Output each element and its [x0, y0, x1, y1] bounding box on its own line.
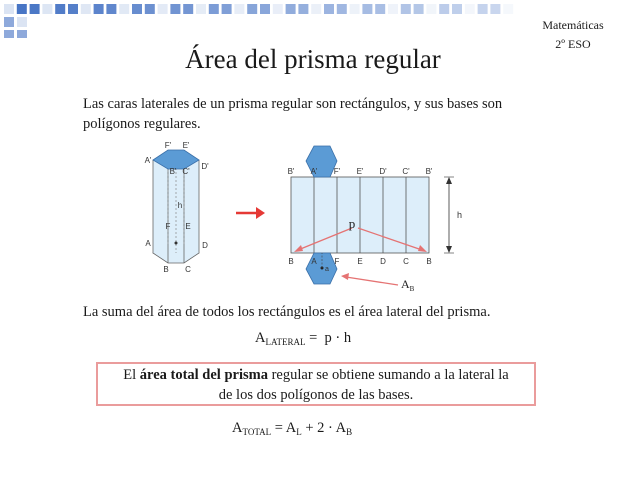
total-area-box: El área total del prisma regular se obtiene sumando a la lateral la de los dos polígonos de las bases. [96, 362, 536, 406]
deco-square [222, 4, 232, 14]
deco-square [503, 4, 513, 14]
deco-square [401, 4, 411, 14]
prism-top-vertex-label: C' [182, 167, 190, 176]
prism-top-vertex-label: E' [182, 141, 190, 150]
deco-square [234, 4, 244, 14]
deco-square [324, 4, 334, 14]
deco-square [439, 4, 449, 14]
net-bottom-vertex-label: F [334, 257, 340, 266]
deco-square [465, 4, 475, 14]
perimeter-label: p [348, 216, 356, 231]
deco-square [158, 4, 168, 14]
prism-top-vertex-label: D' [201, 162, 209, 171]
decorative-square-pattern [0, 0, 520, 38]
deco-square [170, 4, 180, 14]
prism-top-vertex-label: B' [169, 167, 177, 176]
deco-square [350, 4, 360, 14]
prism-side-label: F [165, 222, 171, 231]
prism-net-figure [130, 135, 470, 295]
deco-square [145, 4, 155, 14]
net-top-vertex-label: C' [402, 167, 410, 176]
deco-square [337, 4, 347, 14]
net-top-vertex-label: E' [356, 167, 364, 176]
deco-square [42, 4, 52, 14]
deco-square [119, 4, 129, 14]
deco-square [362, 4, 372, 14]
lateral-area-formula: $A_{LATERAL} = p \cdot h$ [255, 330, 352, 347]
net-top-vertex-label: F' [333, 167, 341, 176]
prism-side-label: A [145, 239, 151, 248]
deco-square [17, 17, 27, 27]
intro-paragraph: Las caras laterales de un prisma regular son rectángulos, y sus bases son polígonos regulares. [83, 96, 503, 132]
net-bottom-vertex-label: B [288, 257, 294, 266]
deco-square [298, 4, 308, 14]
total-area-formula: $A_{TOTAL} = A_L + 2 \cdot A_B$ [232, 420, 353, 437]
net-top-vertex-label: A' [310, 167, 318, 176]
deco-square [247, 4, 257, 14]
deco-square [196, 4, 206, 14]
deco-square [452, 4, 462, 14]
net-bottom-vertex-label: E [357, 257, 363, 266]
deco-square [55, 4, 65, 14]
net-top-vertex-label: D' [379, 167, 387, 176]
net-bottom-vertex-label: B [426, 257, 432, 266]
deco-square [311, 4, 321, 14]
deco-square [273, 4, 283, 14]
prism-bottom-vertex-label: B [163, 265, 169, 274]
base-center-label: a [325, 266, 329, 273]
subject-label: Matemáticas [542, 18, 604, 32]
deco-square [94, 4, 104, 14]
deco-square [81, 4, 91, 14]
net-bottom-vertex-label: C [403, 257, 409, 266]
deco-square [17, 4, 27, 14]
prism-side-label: D [202, 241, 208, 250]
net-bottom-vertex-label: A [311, 257, 317, 266]
lateral-area-sentence: La suma del área de todos los rectángulos es el área lateral del prisma. [83, 304, 491, 320]
deco-square [17, 30, 27, 38]
net-height-label: h [457, 210, 463, 220]
deco-square [132, 4, 142, 14]
prism-side-label: E [185, 222, 191, 231]
deco-square [414, 4, 424, 14]
deco-square [30, 4, 40, 14]
prism-side-label: h [177, 201, 183, 210]
prism-top-vertex-label: F' [164, 141, 172, 150]
deco-square [183, 4, 193, 14]
net-bottom-vertex-label: D [380, 257, 386, 266]
page-title: Área del prisma regular [185, 44, 441, 74]
deco-square [4, 4, 14, 14]
net-top-vertex-label: B' [425, 167, 433, 176]
deco-square [4, 17, 14, 27]
deco-square [106, 4, 116, 14]
deco-square [388, 4, 398, 14]
prism-bottom-vertex-label: C [185, 265, 191, 274]
red-arrow [236, 207, 265, 219]
deco-square [4, 30, 14, 38]
deco-square [286, 4, 296, 14]
deco-square [478, 4, 488, 14]
total-area-bold: área total del prisma [139, 367, 268, 383]
deco-square [209, 4, 219, 14]
course-label: 2º ESO [555, 37, 591, 51]
deco-square [260, 4, 270, 14]
deco-square [490, 4, 500, 14]
deco-square [426, 4, 436, 14]
net-top-vertex-label: B' [287, 167, 295, 176]
prism-top-vertex-label: A' [144, 156, 152, 165]
base-area-label: $A_B$ [401, 277, 415, 293]
deco-square [68, 4, 78, 14]
deco-square [375, 4, 385, 14]
